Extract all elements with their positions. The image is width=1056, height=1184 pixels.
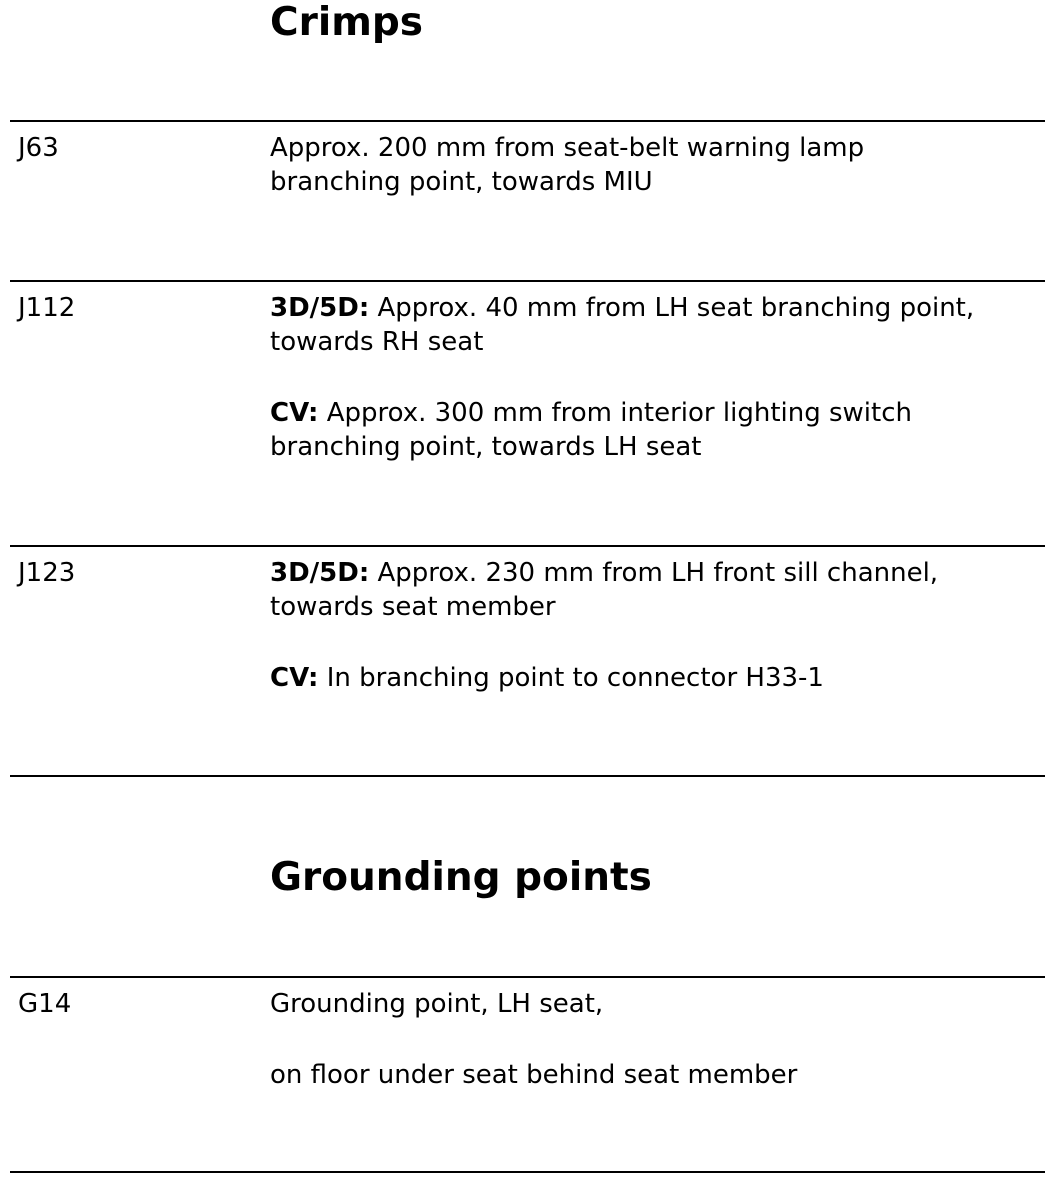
variant-label: 3D/5D:: [270, 558, 370, 588]
grounding-points-heading: Grounding points: [270, 855, 652, 900]
description-text: on floor under seat behind seat member: [270, 1060, 798, 1090]
crimp-description-variant: [270, 661, 1050, 695]
table-divider: [10, 1171, 1045, 1173]
variant-label: CV:: [270, 663, 319, 693]
crimps-heading: Crimps: [270, 0, 423, 45]
crimp-code: J63: [18, 133, 59, 163]
table-divider: [10, 280, 1045, 282]
table-divider: [10, 976, 1045, 978]
grounding-code: G14: [18, 989, 72, 1019]
table-divider: [10, 775, 1045, 777]
table-divider: [10, 120, 1045, 122]
crimp-description-variant: [270, 291, 1050, 359]
crimp-description: [270, 131, 1050, 199]
crimp-code: J112: [18, 293, 76, 323]
variant-label: CV:: [270, 398, 319, 428]
grounding-description: [270, 1058, 1050, 1092]
description-text: Approx. 40 mm from LH seat branching point, towards RH seat: [270, 293, 975, 357]
description-text: Approx. 200 mm from seat-belt warning lamp branching point, towards MIU: [270, 133, 865, 197]
description-text: In branching point to connector H33-1: [318, 663, 824, 693]
description-text: Approx. 230 mm from LH front sill channel, towards seat member: [270, 558, 939, 622]
description-text: Grounding point, LH seat,: [270, 989, 604, 1019]
grounding-description: [270, 987, 1050, 1021]
crimp-description-variant: [270, 556, 1050, 624]
table-divider: [10, 545, 1045, 547]
description-text: Approx. 300 mm from interior lighting switch branching point, towards LH seat: [270, 398, 912, 462]
variant-label: 3D/5D:: [270, 293, 370, 323]
crimp-description-variant: [270, 396, 1050, 464]
crimp-code: J123: [18, 558, 76, 588]
